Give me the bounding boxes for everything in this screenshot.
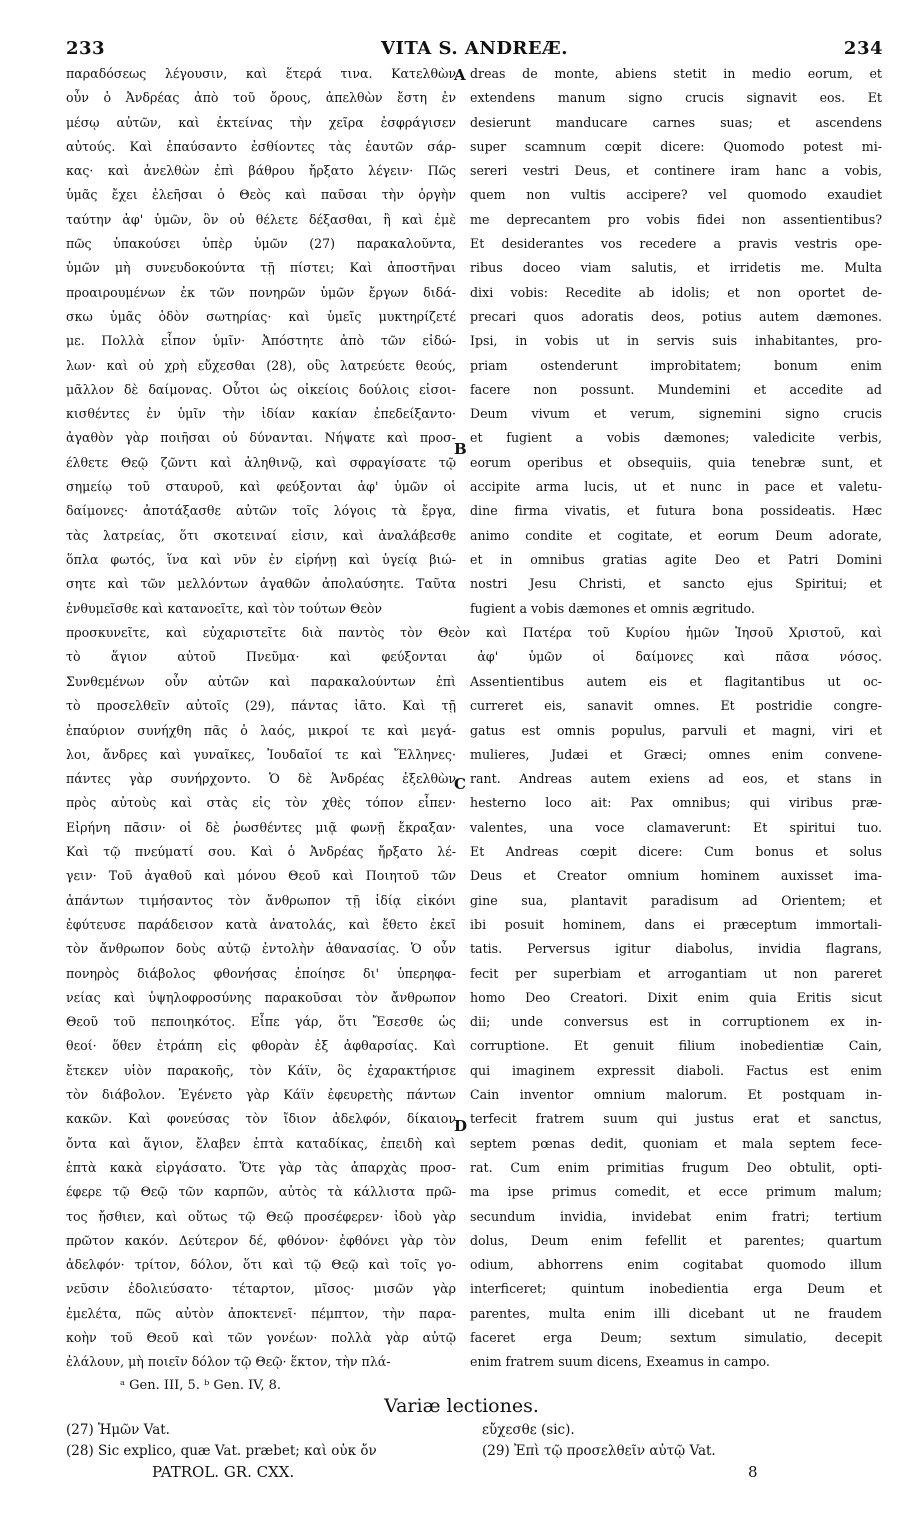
margin-mark-b: B [454,440,467,458]
greek-full-width [66,621,882,670]
latin-text-line: Deum vivum et verum, signemini signo crucis [470,406,882,422]
latin-column-top [470,62,882,621]
latin-text-line: homo Deo Creatori. Dixit enim quia Eritis sicut [470,989,882,1005]
greek-text-line: ὑμᾶς ἔχει ἐλεῆσαι ὁ Θεὸς καὶ παῦσαι τὴν ὀργὴν [66,187,456,203]
latin-text-line: nostri Jesu Christi, et sancto ejus Spiritui; et [470,576,882,592]
latin-text-line: dii; unde conversus est in corruptionem ex in- [470,1014,882,1030]
latin-text-line: extendens manum signo crucis signavit eos. Et [470,90,882,106]
greek-text-line: έλθετε Θεῷ ζῶντι καὶ ἀληθινῷ, καὶ σφραγίσατε τῷ [66,454,456,470]
latin-text-line: me deprecantem pro vobis fidei non assentientibus? [470,211,882,227]
greek-text-line: κισθέντες ἐν ὑμῖν τὴν ἰδίαν κακίαν ἐπεδείξαντο· [66,406,456,422]
greek-text-line: τὰς λατρείας, ὅτι σκοτειναί εἰσιν, καὶ ἀναλάβεσθε [66,527,456,543]
latin-text-line: Ipsi, in vobis ut in servis suis inhabitantes, pro- [470,333,882,349]
greek-full-text-line: προσκυνεῖτε, καὶ εὐχαριστεῖτε διὰ παντὸς τὸν Θεὸν καὶ Πατέρα τοῦ Κυρίου ἡμῶν Ἰησοῦ Χριστοῦ, καὶ [66,625,882,640]
latin-text-line: dolus, Deum enim fefellit et parentes; quartum [470,1232,882,1248]
latin-text-line: dreas de monte, abiens stetit in medio eorum, et [470,66,882,81]
latin-text-line: Cain inventor omnium malorum. Et postquam in- [470,1087,882,1103]
greek-text-line: τὸ προσελθεῖν αὐτοῖς (29), πάντας ἰᾶτο. Καὶ τῇ [66,698,456,714]
greek-text-line: λων· καὶ οὐ χρὴ εὔχεσθαι (28), οὓς λατρεύετε θεούς, [66,357,456,373]
latin-text-line: et fugient a vobis dæmones; valedicite verbis, [470,430,882,446]
latin-text-line: dixi vobis: Recedite ab idolis; et non oportet de- [470,284,882,300]
greek-text-line: νείας καὶ ὑψηλοφροσύνης παρακοῦσαι τὸν ἄνθρωπον [66,989,456,1005]
greek-column-top [66,62,456,621]
latin-text-line: dine firma vivatis, et futura bona possideatis. Hæc [470,503,882,519]
variae-lectiones-title: Variæ lectiones. [384,1395,539,1417]
latin-text-line: rant. Andreas autem exiens ad eos, et stans in [470,771,882,787]
greek-text-line: ἐμελέτα, πῶς αὐτὸν ἀποκτενεῖ· πέμπτον, τὴν παρα- [66,1305,456,1321]
greek-text-line: παραδόσεως λέγουσιν, καὶ ἕτερά τινα. Κατελθὼν [66,66,456,81]
variant-28: (28) Sic explico, quæ Vat. præbet; καὶ οὐκ ὄν [66,1443,377,1459]
greek-text-line: ἀδελφόν· τρίτον, δόλον, ὅτι καὶ τῷ Θεῷ καὶ τοῖς γο- [66,1257,456,1273]
greek-text-line: σκω ὑμᾶς ὁδὸν σωτηρίας· καὶ ὑμεῖς μυκτηρίζετέ [66,308,456,324]
latin-text-line: mulieres, Judæi et Græci; omnes enim convene- [470,746,882,762]
patrologia-signature: PATROL. GR. CXX. [152,1463,295,1481]
footnotes: ᵃ Gen. III, 5. ᵇ Gen. IV, 8. [120,1378,282,1393]
greek-text-line: ἁπάντων τιμήσαντος τὸν ἄνθρωπον τῇ ἰδίᾳ εἰκόνι [66,892,456,908]
latin-text-line: priam ostenderunt improbitatem; bonum enim [470,357,882,373]
variae-right [482,1420,758,1483]
latin-text-line: fugient a vobis dæmones et omnis ægritudo. [470,600,755,616]
latin-text-line: sereri vestri Deus, et continere iram hanc a vobis, [470,163,882,179]
greek-text-line: μέσῳ αὐτῶν, καὶ ἐκτείνας τὴν χεῖρα ἐσφράγισεν [66,114,456,130]
greek-text-line: έφερε τῷ Θεῷ τῶν καρπῶν, αὐτὸς τὰ κάλλιστα πρῶ- [66,1184,456,1200]
latin-text-line: gatus est omnis populus, parvuli et magni, viri et [470,722,882,738]
greek-full-text-line: τὸ ἅγιον αὐτοῦ Πνεῦμα· καὶ φεύξονται ἀφ' ὑμῶν οἱ δαίμονες καὶ πᾶσα νόσος. [66,649,882,665]
signature-number: 8 [748,1463,758,1481]
greek-text-line: ἐπαύριον συνήχθη πᾶς ὁ λαός, μικροί τε καὶ μεγά- [66,722,456,738]
latin-text-line: enim fratrem suum dicens, Exeamus in campo. [470,1354,770,1370]
latin-text-line: odium, abhorrens enim cogitabat quomodo illum [470,1257,882,1273]
latin-text-line: curreret eis, sanavit omnes. Et postridie congre- [470,698,882,714]
greek-text-line: ἀγαθὸν γὰρ ποιῆσαι οὐ δύνανται. Νήψατε καὶ προσ- [66,430,456,446]
latin-text-line: ma ipse primus comedit, et ecce primum malum; [470,1184,882,1200]
latin-text-line: Et Andreas cœpit dicere: Cum bonus et solus [470,844,882,860]
latin-text-line: ibi posuit hominem, dans ei præceptum immortali- [470,916,882,932]
latin-text-line: animo condite et cogitate, et eorum Deum adorate, [470,527,882,543]
page-number-left: 233 [66,38,106,59]
latin-column-bottom [470,670,882,1375]
latin-text-line: desierunt manducare carnes suas; et ascendens [470,114,882,130]
greek-text-line: πονηρὸς διάβολος φθονήσας ἐποίησε δι' ὑπερηφα- [66,965,456,981]
margin-mark-c: C [454,775,466,793]
greek-text-line: κοὴν τοῦ Θεοῦ καὶ τῶν γονέων· πολλὰ γὰρ αὐτῷ [66,1330,456,1346]
latin-text-line: Assentientibus autem eis et flagitantibus ut oc- [470,674,882,689]
greek-text-line: κακῶν. Καὶ φονεύσας τὸν ἴδιον ἀδελφόν, δίκαιον [66,1111,456,1127]
variae-left [66,1420,377,1483]
greek-text-line: ἐφύτευσε παράδεισον κατὰ ἀνατολάς, καὶ ἔθετο ἐκεῖ [66,916,456,932]
latin-text-line: qui imaginem expressit diaboli. Factus est enim [470,1062,882,1078]
greek-text-line: ἐλάλουν, μὴ ποιεῖν δόλον τῷ Θεῷ· ἕκτον, τὴν πλά- [66,1354,391,1370]
greek-text-line: σητε καὶ τῶν μελλόντων ἀγαθῶν ἀπολαύσητε. Ταῦτα [66,576,456,592]
latin-text-line: fecit per superbiam et arrogantiam ut non pareret [470,965,882,981]
greek-text-line: Συνθεμένων οὖν αὐτῶν καὶ παρακαλούντων ἐπὶ [66,674,456,689]
greek-column-bottom [66,670,456,1375]
greek-text-line: προαιρουμένων ἐκ τῶν πονηρῶν ὑμῶν ἔργων διδά- [66,284,456,300]
latin-text-line: faceret erga Deum; sextum simulatio, decepit [470,1330,882,1346]
latin-text-line: valentes, una voce clamaverunt: Et spiritui tuo. [470,819,882,835]
greek-text-line: λοι, ἄνδρες καὶ γυναῖκες, Ἰουδαῖοί τε καὶ Ἕλληνες· [66,746,456,762]
latin-text-line: facere non possunt. Mundemini et accedite ad [470,381,882,397]
greek-text-line: Θεοῦ τοῦ πεποιηκότος. Εἶπε γάρ, ὅτι Ἔσεσθε ὡς [66,1014,456,1030]
latin-text-line: accipite arma lucis, ut et nunc in pace et valetu- [470,479,882,495]
greek-text-line: πάντες γὰρ συνήρχοντο. Ὁ δὲ Ἀνδρέας ἐξελθὼν [66,771,456,787]
variant-27: (27) Ἡμῶν Vat. [66,1422,170,1438]
greek-text-line: Εἰρήνη πᾶσιν· οἱ δὲ ῥωσθέντες μιᾷ φωνῇ ἔκραξαν· [66,819,456,835]
latin-text-line: ribus doceo viam salutis, et irridetis me. Multa [470,260,882,276]
latin-text-line: corruptione. Et genuit filium inobedientiæ Cain, [470,1038,882,1054]
latin-text-line: et in omnibus gratias agite Deo et Patri Domini [470,551,882,567]
greek-text-line: Καὶ τῷ πνεύματί σου. Καὶ ὁ Ἀνδρέας ἤρξατο λέ- [66,844,456,860]
greek-text-line: ὅπλα φωτός, ἵνα καὶ νῦν ἐν εἰρήνῃ καὶ ὑγείᾳ βιώ- [66,551,456,567]
latin-text-line: super scamnum cœpit dicere: Quomodo potest mi- [470,138,882,154]
greek-text-line: ἔτεκεν υἱὸν παρακοῆς, τὸν Κάϊν, ὃς ἐχαρακτήρισε [66,1062,456,1078]
latin-text-line: precari quos adoratis deos, potius autem dæmones. [470,308,882,324]
latin-text-line: septem pœnas dedit, quoniam et mala septem fece- [470,1135,882,1151]
margin-mark-a: A [454,66,466,84]
greek-text-line: τὸν διάβολον. Ἐγένετο γὰρ Κάϊν ἐφευρετὴς πάντων [66,1087,456,1103]
greek-text-line: τος ἤσθιεν, καὶ οὕτως τῷ Θεῷ προσέφερεν· ἰδοὺ γὰρ [66,1208,456,1224]
latin-text-line: secundum invidia, invidebat enim fratri; tertium [470,1208,882,1224]
running-title: VITA S. ANDREÆ. [380,38,568,59]
greek-text-line: πῶς ὑπακούσει ὑπὲρ ὑμῶν (27) παρακαλοῦντα, [66,236,456,252]
greek-text-line: τὸν ἄνθρωπον δοὺς αὐτῷ ἐντολὴν ἀθανασίας. Ὁ οὖν [66,941,456,957]
greek-text-line: σημείῳ τοῦ σταυροῦ, καὶ φεύξονται ἀφ' ὑμῶν οἱ [66,479,456,495]
margin-mark-d: D [454,1117,468,1135]
greek-text-line: πρὸς αὐτοὺς καὶ στὰς εἰς τὸν χθὲς τόπον εἶπεν· [66,795,456,811]
greek-text-line: αὐτούς. Καὶ ἐπαύσαντο ἐσθίοντες τὰς ἑαυτῶν σάρ- [66,138,456,154]
greek-text-line: πρῶτον κακόν. Δεύτερον δέ, φθόνον· ἐφθόνει γὰρ τὸν [66,1232,456,1248]
greek-text-line: με. Πολλὰ εἶπον ὑμῖν· Ἀπόστητε ἀπὸ τῶν εἰδώ- [66,333,456,349]
latin-text-line: Et desiderantes vos recedere a pravis vestris ope- [470,236,882,252]
latin-text-line: interficeret; quintum inobedientia erga Deum et [470,1281,882,1297]
greek-text-line: ἑπτὰ κακὰ εἰργάσατο. Ὅτε γὰρ τὰς ἀπαρχὰς προσ- [66,1159,456,1175]
greek-text-line: μᾶλλον δὲ δαίμονας. Οὗτοι ὡς οἰκείοις δούλοις εἰσοι- [66,381,456,397]
latin-text-line: quem non vultis accipere? vel quomodo exaudiet [470,187,882,203]
greek-text-line: κας· καὶ ἀνελθὼν ἐπὶ βάθρου ἤρξατο λέγειν· Πῶς [66,163,456,179]
greek-text-line: ἐνθυμεῖσθε καὶ κατανοεῖτε, καὶ τὸν τούτων Θεὸν [66,600,383,616]
greek-text-line: ὑμῶν μὴ συνευδοκούντα τῇ πίστει; Καὶ ἀποστῆναι [66,260,456,276]
latin-text-line: gine sua, plantavit paradisum ad Orientem; et [470,892,882,908]
greek-text-line: οὖν ὁ Ἀνδρέας ἀπὸ τοῦ ὄρους, ἀπελθὼν ἔστη ἐν [66,90,456,106]
variant-29: (29) Ἐπὶ τῷ προσελθεῖν αὐτῷ Vat. [482,1443,716,1459]
greek-text-line: θεοί· ὅθεν ἐτράπη εἰς φθορὰν ἐξ ἀφθαρσίας. Καὶ [66,1038,456,1054]
latin-text-line: terfecit fratrem suum qui justus erat et sanctus, [470,1111,882,1127]
latin-text-line: eorum operibus et obsequiis, quia tenebræ sunt, et [470,454,882,470]
latin-text-line: hesterno loco ait: Pax omnibus; qui viribus præ- [470,795,882,811]
greek-text-line: δαίμονες· ἀποτάξασθε αὐτῶν τοῖς λόγοις τὰ ἔργα, [66,503,456,519]
page-number-right: 234 [843,38,883,59]
greek-text-line: νεῦσιν ἐδολιεύσατο· τέταρτον, μῖσος· μισῶν γὰρ [66,1281,456,1297]
latin-text-line: parentes, multa enim illi dicebant ut ne fraudem [470,1305,882,1321]
latin-text-line: tatis. Perversus igitur diabolus, invidia flagrans, [470,941,882,957]
greek-text-line: γειν· Τοῦ ἀγαθοῦ καὶ μόνου Θεοῦ καὶ Ποιητοῦ τῶν [66,868,456,884]
greek-text-line: ὄντα καὶ ἅγιον, ἔλαβεν ἑπτὰ καταδίκας, ἐπειδὴ καὶ [66,1135,456,1151]
latin-text-line: Deus et Creator omnium hominem auxisset ima- [470,868,882,884]
latin-text-line: rat. Cum enim primitias frugum Deo obtulit, opti- [470,1159,882,1175]
greek-text-line: ταύτην ἀφ' ὑμῶν, ὃν οὐ θέλετε δέξασθαι, ἢ καὶ ἐμὲ [66,211,456,227]
variant-28-continued: εὔχεσθε (sic). [482,1422,575,1438]
running-header [66,38,883,60]
